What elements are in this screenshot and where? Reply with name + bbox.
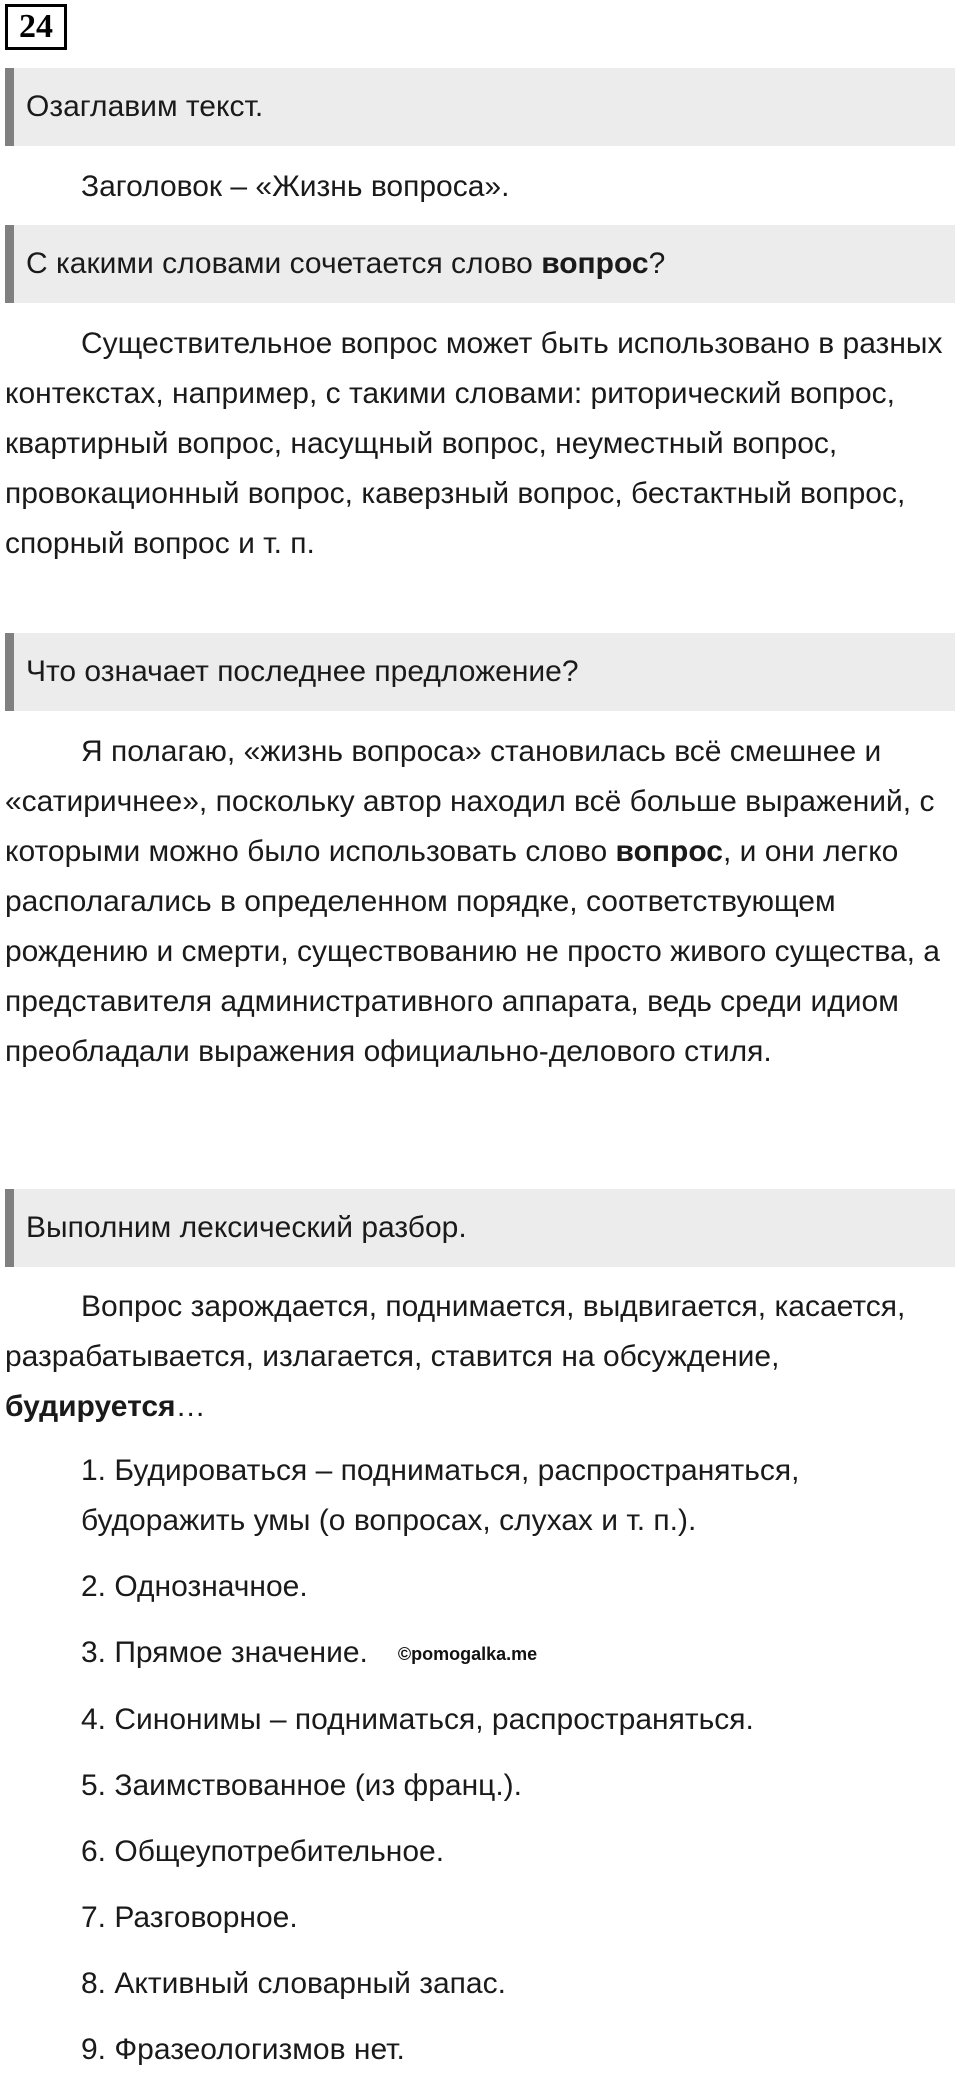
lexical-analysis-list [81,1446,955,2074]
answer-text: Вопрос зарождается, поднимается, выдвигается, касается, разрабатывается, излагается, ставится на обсуждение, [5,1290,906,1373]
list-item-text: 3. Прямое значение. [81,1636,368,1669]
answer-keyword: вопрос [615,835,723,868]
list-item: 2. Однозначное. [81,1570,308,1603]
task-number: 24 [5,4,67,50]
list-item [81,1628,955,1679]
section-heading-title: Озаглавим текст. [5,68,955,146]
list-item: 9. Фразеологизмов нет. [81,2033,405,2067]
list-item: 6. Общеупотребительное. [81,1835,445,1869]
list-item: 5. Заимствованное (из франц.). [81,1769,522,1803]
section-heading-collocations [5,225,955,303]
answer-keyword: будируется [5,1390,176,1423]
answer-text: Я полагаю, «жизнь вопроса» становилась всё смешнее и «сатиричнее», поскольку автор находил всё больше выражений, с которыми можно было использовать слово [5,735,935,868]
section-heading-lexical: Выполним лексический разбор. [5,1189,955,1267]
heading-text: С какими словами сочетается слово [26,247,542,280]
heading-keyword: вопрос [541,247,649,280]
answer-text-end: , и они легко располагались в определенном порядке, соответствующем рождению и смерти, существованию не просто живого существа, а представителя административного аппарата, ведь среди идиом преобладали выражения официально-делового стиля. [5,835,940,1068]
answer-title: Заголовок – «Жизнь вопроса». [81,170,510,203]
answer-text-end: … [175,1390,206,1423]
answer-collocations: Существительное вопрос может быть использовано в разных контекстах, например, с такими словами: риторический вопрос, квартирный вопрос, насущный вопрос, неуместный вопрос, провокационный вопрос, каверзный вопрос, бестактный вопрос, спорный вопрос и т. п. [5,327,943,560]
list-item: 7. Разговорное. [81,1901,298,1935]
list-item: 4. Синонимы – подниматься, распространяться. [81,1703,754,1737]
answer-last-sentence [5,727,955,1077]
list-item: 1. Будироваться – подниматься, распространяться, будоражить умы (о вопросах, слухах и т. п.). [81,1454,800,1537]
heading-text-end: ? [648,247,666,280]
watermark: ©pomogalka.me [397,1644,538,1665]
list-item: 8. Активный словарный запас. [81,1967,506,2001]
section-heading-last-sentence: Что означает последнее предложение? [5,633,955,711]
answer-lexical [5,1282,955,1432]
